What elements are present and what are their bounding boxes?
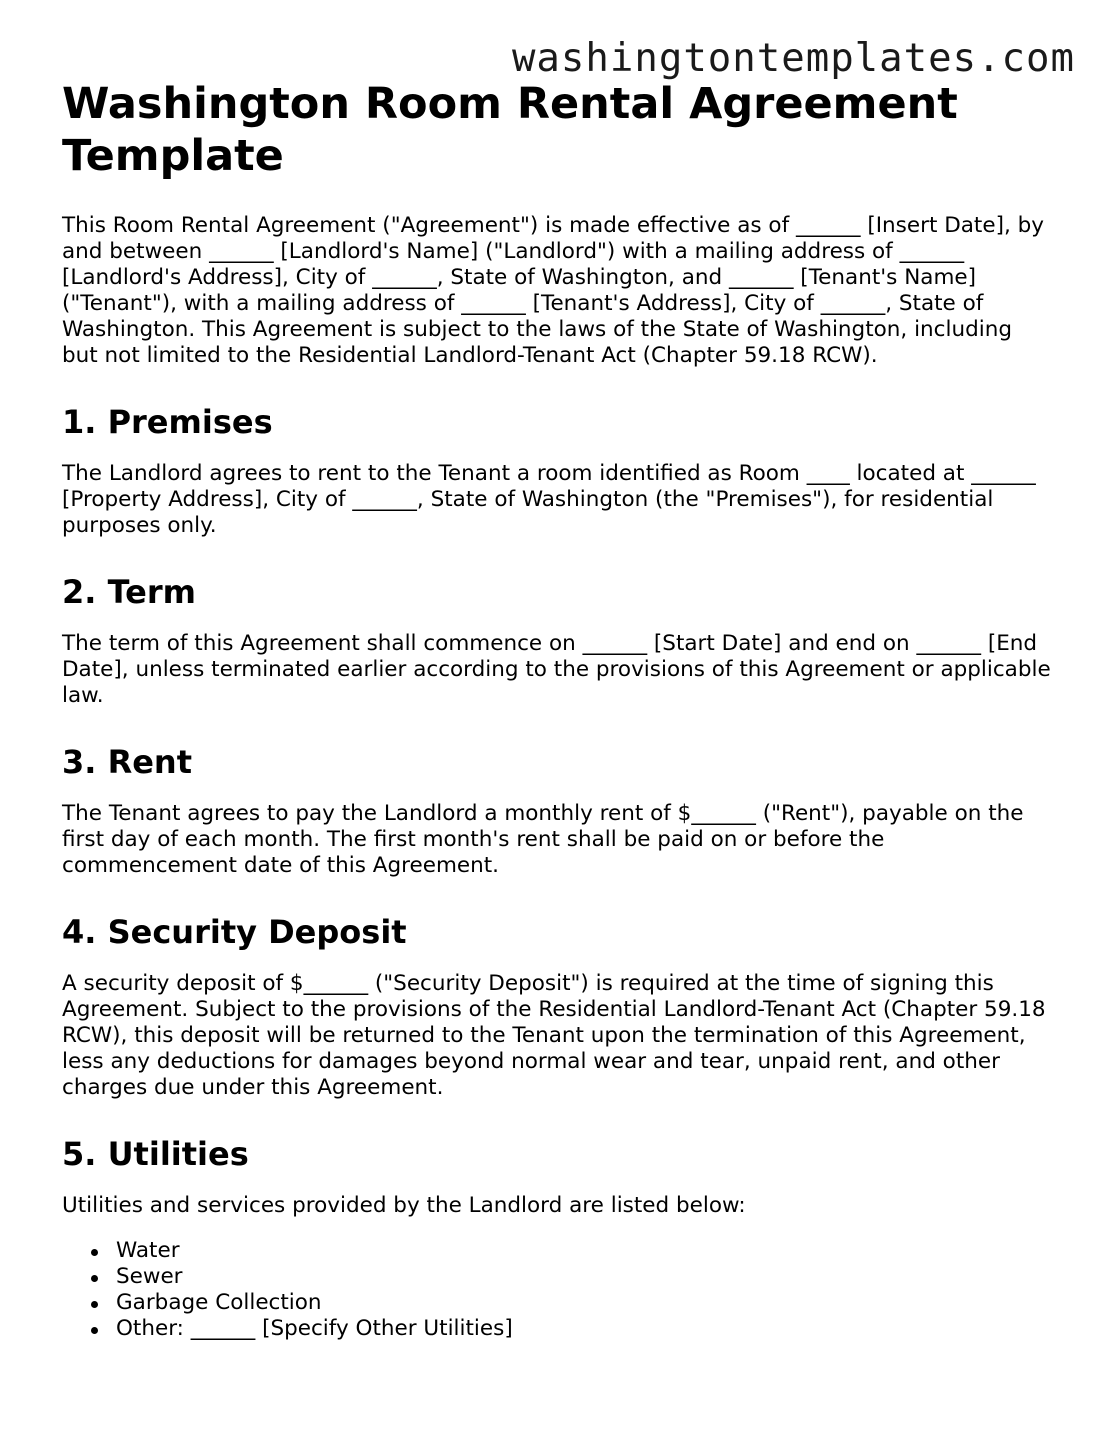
list-item-text: Other: ______ [Specify Other Utilities] — [116, 1316, 513, 1341]
document-page — [62, 78, 1052, 1342]
list-item-text: Sewer — [116, 1264, 183, 1289]
section-heading-rent: 3. Rent — [62, 743, 192, 781]
bullet-icon — [91, 1301, 98, 1308]
intro-paragraph: This Room Rental Agreement ("Agreement") is made effective as of ______ [Insert Date], by and between ______ [Landlord's Name] ("Landlord") with a mailing address of ______ [Landlord's Address], City of ______, State of Washington, and ______ [Tenant's Name] ("Tenant"), with a mailing address of ______ [Tenant's Address], City of ______, State of Washington. This Agreement is subject to the laws of the State of Washington, including but not limited to the Residential Landlord-Tenant Act (Chapter 59.18 RCW). — [62, 213, 1045, 368]
list-item-text: Garbage Collection — [116, 1290, 322, 1315]
section-text-utilities: Utilities and services provided by the Landlord are listed below: — [62, 1193, 746, 1218]
section-text-term: The term of this Agreement shall commence on ______ [Start Date] and end on ______ [End Date], unless terminated earlier according to the provisions of this Agreement or applicable law. — [62, 631, 1051, 708]
list-item — [116, 1264, 1052, 1290]
document-title: Washington Room Rental Agreement Template — [62, 79, 958, 181]
list-item-text: Water — [116, 1238, 180, 1263]
list-item — [116, 1316, 1052, 1342]
section-heading-security-deposit: 4. Security Deposit — [62, 913, 407, 951]
utilities-list — [62, 1238, 1052, 1342]
bullet-icon — [91, 1327, 98, 1334]
section-heading-premises: 1. Premises — [62, 403, 273, 441]
bullet-icon — [91, 1249, 98, 1256]
list-item — [116, 1290, 1052, 1316]
list-item — [116, 1238, 1052, 1264]
section-text-rent: The Tenant agrees to pay the Landlord a monthly rent of $______ ("Rent"), payable on the first day of each month. The first month's rent shall be paid on or before the commencement date of this Agreement. — [62, 801, 1024, 878]
section-heading-utilities: 5. Utilities — [62, 1135, 249, 1173]
bullet-icon — [91, 1275, 98, 1282]
section-text-security-deposit: A security deposit of $______ ("Security Deposit") is required at the time of signing this Agreement. Subject to the provisions of the Residential Landlord-Tenant Act (Chapter 59.18 RCW), this deposit will be returned to the Tenant upon the termination of this Agreement, less any deductions for damages beyond normal wear and tear, unpaid rent, and other charges due under this Agreement. — [62, 971, 1046, 1100]
site-watermark: washingtontemplates.com — [511, 36, 1075, 81]
section-text-premises: The Landlord agrees to rent to the Tenant a room identified as Room ____ located at ______ [Property Address], City of ______, State of Washington (the "Premises"), for residential purposes only. — [62, 461, 1036, 538]
section-heading-term: 2. Term — [62, 573, 196, 611]
